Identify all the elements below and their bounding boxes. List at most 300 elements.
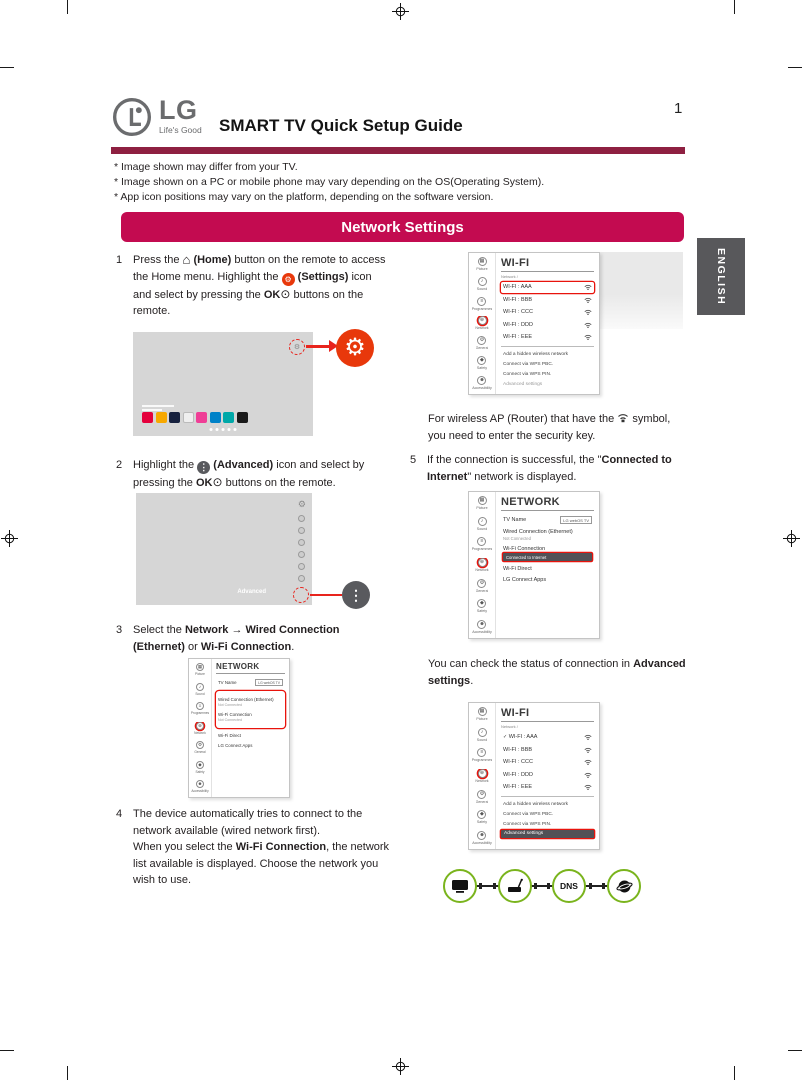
tv-icon bbox=[451, 879, 469, 894]
tv-name-label: TV Name bbox=[218, 680, 237, 685]
network-connected-main bbox=[496, 492, 599, 638]
registration-mark-top bbox=[392, 3, 409, 20]
lg-connect-row bbox=[216, 743, 285, 748]
step-1 bbox=[116, 252, 390, 320]
sidebar-label: Sound bbox=[476, 286, 488, 291]
wifi-network-name: WI-FI : AAA bbox=[508, 734, 538, 740]
page-title: SMART TV Quick Setup Guide bbox=[219, 116, 463, 135]
divider bbox=[501, 346, 594, 347]
wifi-signal-icon bbox=[584, 747, 592, 753]
accessibility-icon: ☻ bbox=[197, 781, 203, 786]
wifi-network-name: WI-FI : CCC bbox=[503, 309, 533, 315]
cable-plug bbox=[589, 883, 592, 889]
programmes-icon: ≡ bbox=[477, 748, 486, 757]
placeholder-text bbox=[142, 405, 174, 407]
wired-connection-row bbox=[501, 529, 594, 541]
cable-plug bbox=[547, 883, 550, 889]
wifi-action-advanced: Advanced settings bbox=[503, 382, 543, 387]
sound-icon: ♪ bbox=[478, 728, 487, 737]
sidebar-label: Sound bbox=[195, 691, 205, 696]
sidebar-item-programmes bbox=[191, 702, 209, 715]
cable-plug bbox=[479, 883, 482, 889]
lock-icon: ◆ bbox=[477, 356, 486, 365]
step-4-text bbox=[133, 806, 390, 889]
text: For wireless AP (Router) that have the bbox=[428, 413, 615, 425]
sidebar-label: Sound bbox=[476, 526, 488, 531]
router-icon bbox=[506, 878, 524, 894]
wifi-status-connected: Connected to Internet bbox=[503, 553, 592, 561]
wifi-action-advanced-selected: Advanced settings bbox=[501, 830, 594, 838]
menu-icon bbox=[298, 575, 305, 582]
registration-mark-right bbox=[783, 530, 800, 547]
wifi-network-name: WI-FI : EEE bbox=[503, 334, 533, 340]
ok-button-label: OK bbox=[196, 477, 213, 489]
text: You can check the status of connection in bbox=[428, 658, 631, 670]
accessibility-icon: ☻ bbox=[479, 831, 485, 838]
tv-node bbox=[443, 869, 477, 903]
lg-connect-row bbox=[501, 577, 594, 583]
dot bbox=[216, 428, 219, 431]
wifi-label: Wi-Fi Connection bbox=[503, 546, 546, 552]
sidebar-label: Network bbox=[475, 778, 489, 783]
wifi-screen-subtitle: Network / bbox=[501, 724, 518, 729]
wifi-signal-icon bbox=[584, 322, 592, 328]
network-icon: ⊕ bbox=[478, 316, 487, 325]
internet-node bbox=[607, 869, 641, 903]
crop-mark bbox=[734, 1066, 735, 1080]
settings-sidebar bbox=[189, 659, 212, 797]
picture-icon: ▦ bbox=[478, 496, 487, 505]
tv-name-label: TV Name bbox=[503, 517, 527, 523]
wired-status: Not Connected bbox=[503, 536, 531, 541]
step-2-number: 2 bbox=[116, 459, 123, 471]
wifi-signal-icon bbox=[584, 772, 592, 778]
bold-text: Wi-Fi Connection bbox=[200, 640, 292, 653]
wifi-action-wps-pin: Connect via WPS PIN. bbox=[503, 372, 552, 377]
gear-icon: ⚙ bbox=[197, 742, 203, 747]
sidebar-item-network bbox=[475, 769, 488, 783]
screenshot-wifi-list bbox=[468, 252, 600, 395]
wifi-connected-main bbox=[496, 703, 599, 849]
sidebar-label: Programmes bbox=[190, 711, 210, 715]
wifi-network-row-selected bbox=[501, 282, 594, 293]
accessibility-icon: ☻ bbox=[479, 620, 485, 627]
text: icon and select by pressing the bbox=[133, 459, 365, 489]
registration-mark-bottom bbox=[392, 1058, 409, 1075]
gear-icon: ⚙ bbox=[477, 336, 486, 345]
text: Press the bbox=[133, 254, 180, 266]
sidebar-label: Network bbox=[475, 567, 489, 572]
sound-icon: ♪ bbox=[196, 683, 204, 691]
app-icon bbox=[183, 412, 194, 423]
bold-text: Advanced settings bbox=[428, 658, 686, 687]
wifi-network-row bbox=[501, 294, 594, 305]
tv-name-value: LG webOS TV bbox=[560, 516, 592, 524]
text: Highlight the bbox=[133, 459, 195, 471]
wifi-network-row bbox=[501, 319, 594, 330]
app-icon bbox=[237, 412, 248, 423]
wifi-connection-row bbox=[501, 546, 594, 561]
wifi-screen-title: WI-FI bbox=[501, 707, 594, 722]
settings-gear-icon: ⚙ bbox=[282, 273, 295, 286]
text: Select the bbox=[133, 624, 182, 636]
sidebar-item-picture bbox=[195, 663, 205, 676]
lock-icon: ◆ bbox=[477, 599, 486, 608]
callout-arrow-line bbox=[306, 345, 331, 348]
screenshot-network-connected bbox=[468, 491, 600, 639]
wifi-network-name: WI-FI : DDD bbox=[503, 771, 533, 778]
tv-name-row bbox=[501, 516, 594, 524]
page-indicator-dots bbox=[210, 428, 237, 431]
gear-icon: ⚙ bbox=[297, 499, 306, 509]
step-5-text bbox=[427, 452, 688, 485]
wifi-direct-row bbox=[216, 733, 285, 738]
menu-icon bbox=[298, 563, 305, 570]
wifi-screen-title: WI-FI bbox=[501, 257, 594, 272]
wifi-signal-icon bbox=[584, 334, 592, 340]
sidebar-label: Accessibility bbox=[472, 385, 492, 390]
sidebar-item-safety bbox=[477, 599, 487, 613]
dots-icon: ⋮ bbox=[349, 587, 363, 603]
dns-label: DNS bbox=[560, 881, 578, 891]
wifi-label: Wi-Fi Connection bbox=[218, 712, 252, 717]
settings-gear-badge bbox=[336, 329, 374, 367]
wifi-signal-icon bbox=[584, 309, 592, 315]
gear-icon: ⚙ bbox=[477, 790, 486, 799]
step-3-number: 3 bbox=[116, 624, 123, 636]
lock-icon: ◆ bbox=[477, 810, 486, 819]
wifi-network-row bbox=[501, 782, 594, 793]
network-menu-title: NETWORK bbox=[501, 496, 594, 511]
sidebar-item-sound bbox=[477, 517, 487, 531]
wifi-network-row bbox=[501, 332, 594, 343]
app-icon bbox=[196, 412, 207, 423]
cable-plug bbox=[534, 883, 537, 889]
programmes-icon: ≡ bbox=[196, 702, 204, 710]
sidebar-label: Safety bbox=[476, 609, 488, 614]
sidebar-label: Picture bbox=[195, 672, 205, 676]
language-tab bbox=[697, 238, 745, 315]
section-banner bbox=[121, 212, 684, 242]
wifi-network-name: WI-FI : DDD bbox=[503, 321, 533, 328]
crop-mark bbox=[788, 67, 802, 68]
wifi-action-wps-pbc: Connect via WPS PBC. bbox=[503, 812, 554, 817]
lock-icon: ◆ bbox=[196, 761, 204, 769]
sidebar-item-programmes bbox=[472, 297, 493, 311]
wired-label: Wired Connection (Ethernet) bbox=[503, 529, 573, 535]
wifi-action-add-hidden: Add a hidden wireless network bbox=[503, 802, 569, 807]
sidebar-label: Network bbox=[475, 326, 489, 331]
advanced-settings-note bbox=[428, 656, 688, 689]
text: or bbox=[188, 640, 198, 653]
sound-icon: ♪ bbox=[478, 517, 487, 526]
sidebar-item-safety bbox=[195, 761, 204, 774]
advanced-icon-highlight bbox=[293, 587, 309, 603]
wifi-network-row bbox=[501, 744, 594, 755]
text: The device automatically tries to connect to the network available (wired network first). bbox=[133, 808, 363, 837]
sidebar-label: Programmes bbox=[471, 306, 493, 311]
sidebar-item-accessibility bbox=[472, 831, 492, 845]
sidebar-label: Picture bbox=[476, 267, 488, 271]
wifi-network-row bbox=[501, 307, 594, 318]
sidebar-item-safety bbox=[477, 810, 487, 824]
router-node bbox=[498, 869, 532, 903]
text: " network is displayed. bbox=[467, 470, 577, 483]
menu-icon bbox=[298, 515, 305, 522]
text: , the network list available is displayed. Choose the network you wish to use. bbox=[133, 841, 390, 886]
wifi-network-row-connected bbox=[501, 732, 594, 743]
sidebar-item-general bbox=[476, 336, 489, 350]
wifi-connection-row bbox=[216, 712, 285, 722]
wifi-direct-label: Wi-Fi Direct bbox=[503, 566, 532, 572]
advanced-dots-icon: ⋮ bbox=[199, 462, 209, 472]
disclaimer-notes bbox=[114, 160, 544, 204]
page-number: 1 bbox=[674, 100, 683, 117]
wifi-network-name: WI-FI : EEE bbox=[503, 784, 533, 790]
gear-icon: ⚙ bbox=[344, 334, 366, 361]
sidebar-item-accessibility bbox=[472, 620, 492, 634]
wifi-list-main bbox=[496, 253, 599, 394]
step-2-text bbox=[133, 457, 390, 492]
network-icon: ⊕ bbox=[478, 558, 487, 567]
divider bbox=[501, 796, 594, 797]
sidebar-item-programmes bbox=[472, 748, 493, 762]
sidebar-label: Safety bbox=[195, 769, 205, 774]
step-4-number: 4 bbox=[116, 808, 123, 820]
network-menu-title: NETWORK bbox=[216, 662, 285, 674]
step-1-text bbox=[133, 252, 390, 320]
step-1-number: 1 bbox=[116, 254, 123, 266]
programmes-icon: ≡ bbox=[477, 297, 486, 306]
step-3 bbox=[116, 622, 390, 655]
menu-icon bbox=[298, 551, 305, 558]
wifi-signal-icon bbox=[584, 297, 592, 303]
wifi-network-name: WI-FI : BBB bbox=[503, 296, 533, 303]
crop-mark bbox=[0, 67, 14, 68]
home-label: (Home) bbox=[193, 254, 232, 266]
settings-sidebar bbox=[469, 703, 496, 849]
dot bbox=[222, 428, 225, 431]
menu-icon bbox=[298, 527, 305, 534]
app-launcher-row bbox=[142, 412, 248, 423]
lg-logo bbox=[111, 96, 202, 138]
tv-name-value: LG webOS TV bbox=[255, 679, 283, 686]
wifi-action-wps-pin: Connect via WPS PIN. bbox=[503, 822, 552, 827]
text: When you select the bbox=[133, 841, 233, 853]
section-title: Network Settings bbox=[341, 218, 464, 236]
sidebar-label: Accessibility bbox=[191, 789, 209, 793]
sidebar-item-programmes bbox=[472, 537, 493, 551]
brand-name: LG bbox=[159, 95, 198, 125]
sidebar-item-general bbox=[194, 741, 205, 754]
sidebar-label: Safety bbox=[476, 366, 488, 371]
dot bbox=[210, 428, 213, 431]
wired-label: Wired Connection (Ethernet) bbox=[218, 697, 274, 702]
step-5 bbox=[410, 452, 688, 485]
tv-name-row bbox=[216, 679, 285, 686]
network-icon: ⊕ bbox=[196, 722, 204, 730]
step-3-text bbox=[133, 622, 390, 655]
picture-icon: ▦ bbox=[478, 257, 487, 266]
sidebar-item-safety bbox=[477, 356, 487, 370]
sidebar-item-sound bbox=[477, 277, 487, 291]
bold-text: Network → Wired Connection (Ethernet) bbox=[133, 624, 340, 653]
wifi-network-name: WI-FI : CCC bbox=[503, 759, 533, 765]
sidebar-item-sound bbox=[195, 683, 204, 696]
app-icon bbox=[142, 412, 153, 423]
sidebar-label: Picture bbox=[476, 506, 488, 510]
crop-mark bbox=[0, 1050, 14, 1051]
picture-icon: ▦ bbox=[197, 664, 203, 669]
wifi-direct-row bbox=[501, 566, 594, 572]
bold-text: Connected to Internet bbox=[427, 454, 672, 483]
wifi-action-add-hidden: Add a hidden wireless network bbox=[503, 352, 569, 357]
sidebar-item-general bbox=[476, 790, 489, 804]
lg-connect-label: LG Connect Apps bbox=[503, 577, 547, 583]
text: . bbox=[291, 640, 295, 653]
ok-wheel-icon: ⊙ bbox=[212, 475, 223, 489]
figure-quick-settings bbox=[136, 493, 386, 613]
lg-logo-icon bbox=[111, 96, 153, 138]
crop-mark bbox=[734, 0, 735, 14]
sidebar-item-network bbox=[194, 722, 206, 735]
step-4 bbox=[116, 806, 390, 889]
picture-icon: ▦ bbox=[478, 707, 487, 716]
tv-quick-settings-screenshot bbox=[136, 493, 312, 605]
highlight-box bbox=[216, 691, 285, 728]
dot bbox=[234, 428, 237, 431]
advanced-callout-label: Advanced bbox=[237, 589, 266, 595]
text: buttons on the remote. bbox=[133, 288, 364, 317]
network-menu-main bbox=[212, 659, 289, 797]
app-icon bbox=[223, 412, 234, 423]
text: buttons on the remote. bbox=[225, 477, 336, 489]
sidebar-label: General bbox=[475, 588, 489, 593]
settings-sidebar bbox=[469, 492, 496, 638]
wifi-network-name: WI-FI : BBB bbox=[503, 746, 533, 753]
sidebar-item-accessibility bbox=[472, 376, 492, 390]
text: . bbox=[470, 674, 474, 687]
sidebar-item-network bbox=[475, 558, 488, 572]
sidebar-label: General bbox=[475, 346, 489, 351]
settings-icon-highlight bbox=[289, 339, 305, 355]
sidebar-item-picture bbox=[476, 257, 487, 271]
note-line: * Image shown on a PC or mobile phone may vary depending on the OS(Operating System). bbox=[114, 175, 545, 188]
globe-icon bbox=[616, 878, 633, 895]
sidebar-label: Programmes bbox=[471, 547, 493, 552]
step-5-number: 5 bbox=[410, 454, 417, 466]
text: button on the remote to access the Home menu. Highlight the bbox=[133, 254, 386, 283]
wired-status: Not Connected bbox=[218, 703, 242, 707]
sidebar-label: Safety bbox=[476, 820, 488, 825]
bold-text: Wi-Fi Connection bbox=[235, 841, 327, 853]
wifi-network-row bbox=[501, 769, 594, 780]
app-icon bbox=[169, 412, 180, 423]
sidebar-label: General bbox=[475, 799, 489, 804]
sidebar-label: Programmes bbox=[471, 758, 493, 763]
callout-line bbox=[310, 594, 342, 596]
sidebar-label: Network bbox=[194, 730, 206, 735]
text: icon and select by pressing the bbox=[133, 270, 372, 301]
note-line: * Image shown may differ from your TV. bbox=[114, 161, 298, 173]
sidebar-item-accessibility bbox=[191, 780, 208, 793]
screenshot-network-menu bbox=[188, 658, 290, 798]
wifi-signal-icon bbox=[584, 759, 592, 765]
screenshot-wifi-connected bbox=[468, 702, 600, 850]
menu-icon bbox=[298, 539, 305, 546]
wifi-network-name: WI-FI : AAA bbox=[503, 284, 532, 290]
registration-mark-left bbox=[1, 530, 18, 547]
advanced-label: (Advanced) bbox=[213, 459, 274, 471]
tv-home-screenshot bbox=[133, 332, 313, 436]
dns-node bbox=[552, 869, 586, 903]
sidebar-label: Accessibility bbox=[472, 629, 492, 634]
cable-plug bbox=[602, 883, 605, 889]
wifi-signal-icon bbox=[584, 284, 592, 290]
home-icon: ⌂ bbox=[182, 252, 191, 267]
wired-connection-row bbox=[216, 697, 285, 707]
step-2 bbox=[116, 457, 390, 492]
programmes-icon: ≡ bbox=[477, 537, 486, 546]
brand-tagline: Life's Good bbox=[159, 125, 202, 135]
wifi-signal-icon bbox=[584, 784, 592, 790]
language-tab-label: ENGLISH bbox=[715, 247, 727, 306]
advanced-dots-badge bbox=[342, 581, 370, 609]
sidebar-item-picture bbox=[476, 496, 487, 510]
wifi-direct-label: Wi-Fi Direct bbox=[218, 733, 241, 738]
ok-button-label: OK bbox=[263, 288, 281, 301]
settings-sidebar bbox=[469, 253, 496, 394]
crop-mark bbox=[67, 0, 68, 14]
lg-connect-label: LG Connect Apps bbox=[218, 743, 253, 748]
sound-icon: ♪ bbox=[478, 277, 487, 286]
crop-mark bbox=[788, 1050, 802, 1051]
sidebar-label: General bbox=[194, 750, 206, 754]
secured-wifi-icon bbox=[617, 412, 629, 423]
figure-home-screen bbox=[133, 329, 388, 441]
text: If the connection is successful, the " bbox=[427, 454, 602, 466]
sidebar-label: Accessibility bbox=[472, 840, 492, 845]
crop-mark bbox=[67, 1066, 68, 1080]
check-ic on: ✓ bbox=[503, 734, 508, 740]
app-icon bbox=[210, 412, 221, 423]
sidebar-item-general bbox=[476, 579, 489, 593]
app-icon bbox=[156, 412, 167, 423]
sidebar-item-sound bbox=[477, 728, 487, 742]
network-icon: ⊕ bbox=[478, 769, 487, 778]
wifi-action-wps-pbc: Connect via WPS PBC. bbox=[503, 362, 554, 367]
sidebar-item-network bbox=[475, 316, 488, 330]
wifi-signal-icon bbox=[584, 734, 592, 740]
gear-icon: ⚙ bbox=[293, 344, 301, 351]
sidebar-label: Picture bbox=[476, 717, 488, 721]
cable-plug bbox=[493, 883, 496, 889]
text: symbol, you need to enter the security key. bbox=[428, 413, 671, 442]
placeholder-text bbox=[142, 409, 162, 411]
gear-icon: ⚙ bbox=[477, 579, 486, 588]
settings-label: (Settings) bbox=[297, 270, 349, 283]
header-rule bbox=[111, 147, 685, 154]
note-line: * App icon positions may vary on the platform, depending on the software version. bbox=[114, 190, 494, 203]
quick-settings-strip bbox=[298, 499, 306, 582]
security-key-note bbox=[428, 411, 688, 444]
accessibility-icon: ☻ bbox=[479, 376, 485, 383]
sidebar-item-picture bbox=[476, 707, 487, 721]
wifi-screen-subtitle: Network / bbox=[501, 274, 518, 279]
dot bbox=[228, 428, 231, 431]
network-diagram bbox=[443, 866, 643, 908]
wifi-status: Not Connected bbox=[218, 718, 242, 722]
